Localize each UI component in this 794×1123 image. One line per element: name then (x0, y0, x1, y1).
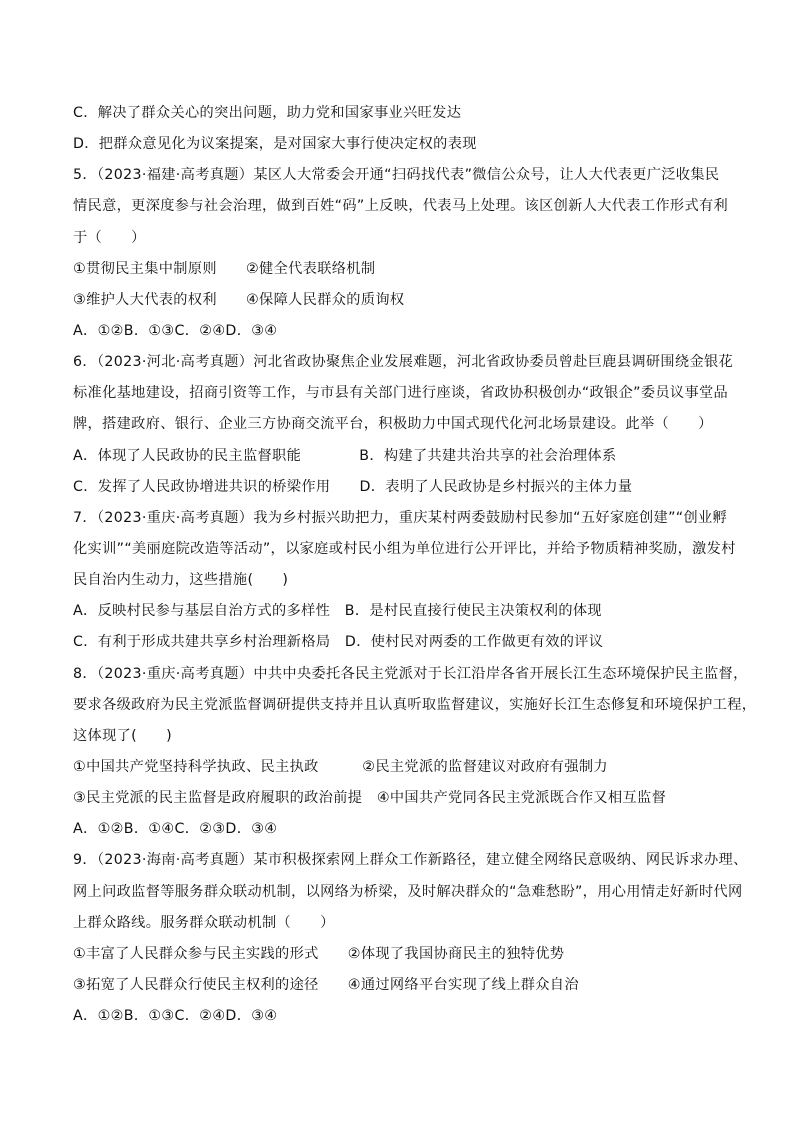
answer-choices: A．①②B．①③C．②④D．③④ (73, 1008, 278, 1025)
statement-line: ①丰富了人民群众参与民主实践的形式 ②体现了我国协商民主的独特优势 (73, 945, 565, 962)
option-line: A．体现了人民政协的民主监督职能 B．构建了共建共治共享的社会治理体系 (73, 447, 617, 464)
statement-line: ③拓宽了人民群众行使民主权利的途径 ④通过网络平台实现了线上群众自治 (73, 976, 579, 993)
question-stem-line: 6．（2023·河北·高考真题）河北省政协聚焦企业发展难题，河北省政协委员曾赴巨鹿县调研围绕金银花 (73, 354, 734, 371)
question-stem-line: 牌，搭建政府、银行、企业三方协商交流平台，积极助力中国式现代化河北场景建设。此举（ ） (73, 416, 713, 433)
statement-line: ③民主党派的民主监督是政府履职的政治前提 ④中国共产党同各民主党派既合作又相互监督 (73, 790, 667, 807)
question-stem-line: 5．（2023·福建·高考真题）某区人大常委会开通“扫码找代表”微信公众号，让人大代表更广泛收集民 (73, 167, 720, 184)
option-line: D．把群众意见化为议案提案，是对国家大事行使决定权的表现 (73, 136, 477, 153)
option-line: C．解决了群众关心的突出问题，助力党和国家事业兴旺发达 (73, 105, 462, 121)
answer-choices: A．①②B．①③C．②④D．③④ (73, 322, 278, 339)
question-stem-line: 9．（2023·海南·高考真题）某市积极探索网上群众工作新路径，建立健全网络民意吸纳、网民诉求办理、 (73, 852, 748, 869)
statement-line: ①贯彻民主集中制原则 ②健全代表联络机制 (73, 260, 376, 277)
question-document (73, 98, 757, 1032)
option-line: C．有利于形成共建共享乡村治理新格局 D．使村民对两委的工作做更有效的评议 (73, 634, 604, 651)
answer-choices: A．①②B．①④C．②③D．③④ (73, 821, 278, 838)
question-stem-line: 网上问政监督等服务群众联动机制，以网络为桥梁，及时解决群众的“急难愁盼”，用心用情走好新时代网 (73, 883, 743, 900)
question-stem-line: 8．（2023·重庆·高考真题）中共中央委托各民主党派对于长江沿岸各省开展长江生态环境保护民主监督， (73, 665, 748, 682)
option-line: A．反映村民参与基层自治方式的多样性 B．是村民直接行使民主决策权利的体现 (73, 603, 602, 620)
question-stem-line: 化实训”“美丽庭院改造等活动”，以家庭或村民小组为单位进行公开评比，并给予物质精神奖励，激发村 (73, 540, 736, 557)
question-stem-line: 这体现了( ) (73, 727, 172, 744)
question-stem-line: 民自治内生动力，这些措施( ) (73, 572, 289, 589)
statement-line: ③维护人大代表的权利 ④保障人民群众的质询权 (73, 291, 405, 308)
question-stem-line: 情民意，更深度参与社会治理，做到百姓“码”上反映，代表马上处理。该区创新人大代表工作形式有利 (73, 198, 729, 215)
statement-line: ①中国共产党坚持科学执政、民主执政 ②民主党派的监督建议对政府有强制力 (73, 758, 608, 775)
question-stem-line: 上群众路线。服务群众联动机制（ ） (73, 914, 335, 931)
question-stem-line: 7．（2023·重庆·高考真题）我为乡村振兴助把力，重庆某村两委鼓励村民参加“五好家庭创建”“创业孵 (73, 509, 728, 526)
question-stem-line: 于（ ） (73, 229, 146, 246)
question-stem-line: 要求各级政府为民主党派监督调研提供支持并且认真听取监督建议，实施好长江生态修复和环境保护工程， (73, 696, 757, 713)
option-line: C．发挥了人民政协增进共识的桥梁作用 D．表明了人民政协是乡村振兴的主体力量 (73, 478, 633, 495)
question-stem-line: 标准化基地建设，招商引资等工作，与市县有关部门进行座谈，省政协积极创办“政银企”委员议事堂品 (73, 385, 729, 402)
